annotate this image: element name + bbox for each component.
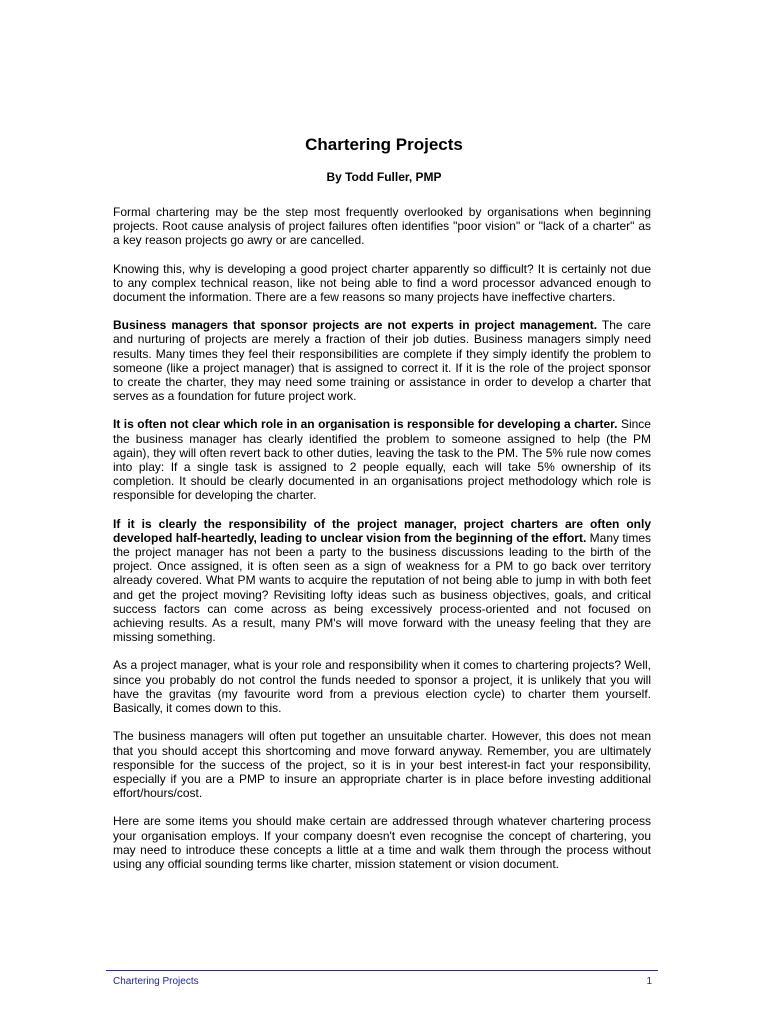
footer-divider bbox=[106, 970, 658, 971]
page-number: 1 bbox=[646, 976, 652, 987]
paragraph-text: The care and nurturing of projects are merely a fraction of their job duties. Business managers simply need results. Many times they feel their responsibilities are complete if they simply identify the problem to someone (like a project manager) that is assigned to correct it. If it is the role of the project sponsor to create the charter, they may need some training or assistance in order to develop a charter that serves as a foundation for future project work. bbox=[113, 318, 651, 404]
paragraph-lead: Business managers that sponsor projects are not experts in project management. bbox=[113, 318, 598, 333]
page-title: Chartering Projects bbox=[305, 135, 463, 154]
paragraph-text: The business managers will often put together an unsuitable charter. However, this does not mean that you should accept this shortcoming and move forward anyway. Remember, you are ultimately responsible for the success of the project, so it is in your best interest-in fact your responsibility, especially if you are a PMP to insure an appropriate charter is in place before investing additional effort/hours/cost. bbox=[113, 729, 651, 801]
paragraph-7 bbox=[113, 729, 651, 800]
paragraph-text: As a project manager, what is your role and responsibility when it comes to chartering projects? Well, since you probably do not control the funds needed to sponsor a project, it is unlikely that you will have the gravitas (my favourite word from a previous election cycle) to charter them yourself. Basically, it comes down to this. bbox=[113, 658, 651, 716]
paragraph-text: Since the business manager has clearly identified the problem to someone assigned to help (the PM again), they will often revert back to other duties, leaving the task to the PM. The 5% rule now comes into play: If a single task is assigned to 2 people equally, each will take 5% ownership of its completion. It should be clearly documented in an organisations project methodology which role is responsible for developing the charter. bbox=[113, 417, 651, 503]
author-byline: By Todd Fuller, PMP bbox=[326, 170, 442, 184]
paragraph-text: Knowing this, why is developing a good project charter apparently so difficult? It is certainly not due to any complex technical reason, like not being able to find a word processor advanced enough to document the information. There are a few reasons so many projects have ineffective charters. bbox=[113, 261, 651, 305]
paragraph-1 bbox=[113, 205, 651, 248]
paragraph-text: Here are some items you should make certain are addressed through whatever chartering process your organisation employs. If your company doesn't even recognise the concept of chartering, you may need to introduce these concepts a little at a time and walk them through the process without using any official sounding terms like charter, mission statement or vision document. bbox=[113, 814, 651, 871]
paragraph-lead: If it is clearly the responsibility of the project manager, project charters are often only developed half-heartedly, leading to unclear vision from the beginning of the effort. bbox=[113, 516, 651, 545]
paragraph-text: Many times the project manager has not been a party to the business discussions leading to the birth of the project. Once assigned, it is often seen as a sign of weakness for a PM to go back over territory already covered. What PM wants to acquire the reputation of not being able to jump in with both feet and get the project moving? Revisiting lofty ideas such as business objectives, goals, and critical success factors can come across as being excessively process-oriented and not focused on achieving results. As a result, many PM's will move forward with the uneasy feeling that they are missing something. bbox=[113, 530, 652, 645]
paragraph-lead: It is often not clear which role in an organisation is responsible for developing a charter. bbox=[113, 417, 618, 432]
paragraph-4 bbox=[113, 417, 651, 502]
paragraph-8 bbox=[113, 814, 651, 871]
paragraph-2 bbox=[113, 262, 651, 305]
document-body bbox=[113, 205, 651, 885]
paragraph-5 bbox=[113, 517, 651, 645]
paragraph-3 bbox=[113, 318, 651, 403]
paragraph-text: Formal chartering may be the step most frequently overlooked by organisations when beginning projects. Root cause analysis of project failures often identifies "poor vision" or "lack of a charter" as a key reason projects go awry or are cancelled. bbox=[113, 205, 651, 248]
footer-title: Chartering Projects bbox=[113, 976, 199, 987]
paragraph-6 bbox=[113, 658, 651, 715]
